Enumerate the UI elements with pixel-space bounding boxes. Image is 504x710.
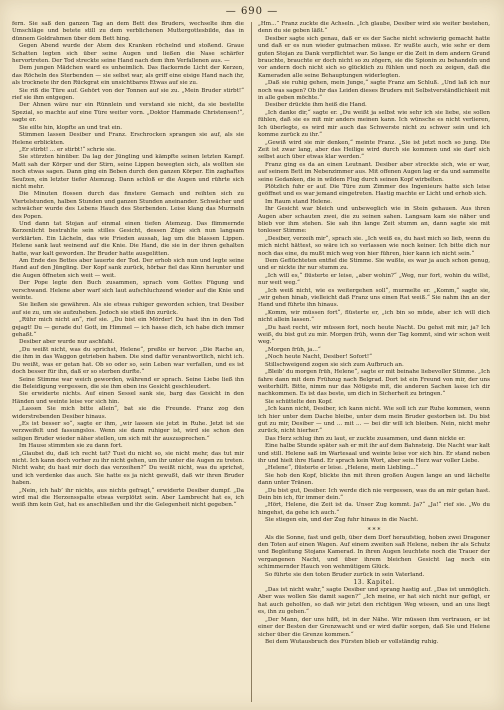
paragraph: „Der Mann, der uns hilft, ist in der Nähe. Wir müssen ihm vertrauen, er ist einer der Besten der Grenzwacht und er wird dafür sorgen, daß Sie und Helene sicher über die Grenze kommen.“ xyxy=(258,616,490,638)
paragraph: „Morgen früh, ja...“ xyxy=(265,346,321,353)
paragraph: Im Hause stimmten sie zu dann fort. xyxy=(19,443,123,450)
paragraph: Als die Sonne, fast und gelb, über dem Dorf heraufstieg, hoben zwei Dragoner den Toten auf einen Wagen. Auf einem zweiten saß Helene, neben ihr als Schutz und Begleitung Stojans Kamerad. In ihren Augen leuchtete noch die Trauer der vergangenen Nacht, und über ihrem bleichen Gesicht lag noch ein schimmernder Hauch von wehmütigem Glück. xyxy=(258,534,490,571)
paragraph: „Nein, ich hab’ ihr nichts, aus nichts gefragt,“ erwiderte Desiber dumpf. „Da wird mal die Herzensspalte etwas verplötzt sein. Aber Lambrecht hat es, ich weiß ihm kein Gut, hat es anschließen und ihr die Gelegenheit nicht gegeben.“ xyxy=(12,487,244,509)
paragraph: Dem Geflüchteten entfiel die Stimme. Sie wußte, es war ja auch schon genug, und er nickte ihr nur stumm zu. xyxy=(258,258,490,272)
paragraph: fern. Sie saß den ganzen Tag an dem Bett des Bruders, wechselte ihm die Umschläge und betete still zu dem verblichenen Muttergottesbilde, das in dünnem Goldrahmen über dem Bett hing. xyxy=(12,21,244,42)
paragraph: Eine halbe Stunde später sah er mit ihr auf dem Bahnsteig. Die Nacht war kalt und still. Helene saß im Wartesaal und weinte leise vor sich hin. Er stand neben ihr und hielt ihre Hand. Er sprach kein Wort, aber sein Herz war voller Liebe. xyxy=(258,443,490,464)
left-column xyxy=(12,21,244,703)
paragraph: „Du weißt nicht, was du sprichst, Helene“, preßte er hervor. „Die Rache an, die ihm in das Waggon getrieben haben. Die sind dafür verantwortlich, nicht ich. Du weißt, was er getan hat. Ob so oder so, sein Leben war verfallen, und es ist doch besser für ihn, daß er so sterben durfte.“ xyxy=(12,346,244,376)
paragraph: „Er stirbt! ... er stirbt!“ schrie sie. xyxy=(19,146,116,153)
paragraph: Sie stürzten hinüber. Da lag der Jüngling und kämpfte seinen letzten Kampf. Matt sah der Körper und der Stirn, seine Lippen bewegten sich, als wollten sie noch etwas sagen. Dann ging ein Beben durch den ganzen Körper. Ein zaghaftes Seufzen, ein letzter tiefer Atemzug. Dann schloß er die Augen und rührte sich nicht mehr. xyxy=(12,154,244,190)
paragraph: „Komm, wir müssen fort“, flüsterte er, „ich bin so müde, aber ich will dich nicht allein lassen.“ xyxy=(258,309,490,324)
paragraph: „Du bist gut, Desiber. Ich werde dich nie vergessen, was du an mir getan hast. Dein bin ich, für immer dein.“ xyxy=(258,487,490,501)
paragraph: Die Minuten flossen durch das finstere Gemach und reihten sich zu Viertelstunden, halben Stunden und ganzen Stunden aneinander. Schwächer und schwächer wurde des Lebens Hauch des Sterbenden. Leise klang das Murmeln des Popen. xyxy=(12,191,244,220)
paragraph: Ihr Gesicht war bleich und unbeweglich wie in Stein gehauen. Aus ihren Augen aber schauten zwei, die zu seinen sahen. Langsam kam sie näher und blieb vor ihm stehen. Sie sah ihn lange Zeit stumm an, dann sagte sie mit tonloser Stimme: xyxy=(258,206,490,235)
paragraph: „Es ist besser so“, sagte er ihm, „wir lassen sie jetzt in Ruhe. Jetzt ist sie verzweifelt und fassungslos. Wenn sie dann ruhiger ist, wird sie schon den seligen Bruder wieder näher stellen, um sich mit ihr auszusprechen.“ xyxy=(12,420,244,442)
paragraph: Sie stiegen ein, und der Zug fuhr hinaus in die Nacht. xyxy=(265,517,419,524)
paragraph: Plötzlich fuhr er auf. Die Türe zum Zimmer des Ingenieurs hatte sich leise geöffnet und es war jemand eingetreten. Hastig machte er Licht und erhob sich. xyxy=(258,183,490,198)
page-number: — 690 — xyxy=(225,6,279,17)
paragraph: Und dann tat Stojan auf einmal einen tiefen Atemzug. Das flimmernde Kerzenlicht bestrahlte sein stilles Gesicht, dessen Züge sich nun langsam verklärten. Ein Lächeln, das wie Frieden aussah, lag um die blassen Lippen. Helene sank laut weinend auf die Knie. Die Hand, die sie in der ihren gehalten hatte, war kalt geworden. Ihr Bruder hatte ausgelitten. xyxy=(12,220,244,257)
paragraph: Sie erwiderte nichts. Auf einen Sessel sank sie, barg das Gesicht in den Händen und weinte leise vor sich hin. xyxy=(12,391,244,405)
paragraph: So führte sie den toten Bruder zurück in sein Vaterland. xyxy=(265,571,425,578)
paragraph: Sie schüttelte den Kopf. xyxy=(265,398,333,405)
paragraph: „Ich will es,“ flüsterte er leise, „aber wohin?“ „Weg, nur fort, wohin du willst, nur weit weg.“ xyxy=(258,272,490,287)
paragraph: Sie riß die Türe auf. Gehört von der Tonnen auf sie zu. „Mein Bruder stirbt!“ rief sie ihm entgegen. xyxy=(12,87,244,102)
paragraph: Sie hob den Kopf, blickte ihn mit ihren großen Augen lange an und lächelte dann unter Tränen. xyxy=(258,472,490,487)
paragraph: Seine Stimme war weich geworden, während er sprach. Seine Liebe ließ ihn die Beleidigung vergessen, die sie ihm eben ins Gesicht geschleudert. xyxy=(12,376,244,390)
paragraph: Gegen Abend wurde der Atem des Kranken röchelnd und stoßend. Graue Schatten legten sich über seine Augen und ließen die Nase schärfer hervortreten. Der Tod streckte seine Hand nach dem ihm Verfallenen aus. — xyxy=(12,43,244,65)
paragraph: „Lassen Sie mich bitte allein“, bat sie die Freunde. Franz zog den widerstrebenden Desiber hinaus. xyxy=(12,406,244,420)
paragraph: „Helene“, flüsterte er leise. „Helene, mein Liebling...“ xyxy=(265,465,419,472)
paragraph: Stimmen lassen Desiber und Franz. Erschrocken sprangen sie auf, als sie Helene erblickten. xyxy=(12,132,244,146)
paragraph: Das Herz schlug ihm zu laut, er zuckte zusammen, und dann nickte er. xyxy=(265,435,466,442)
paragraph: „Bleib’ du morgen früh, Helene“, sagte er mit beinahe liebevoller Stimme. „Ich fahre dann mit dem Frühzug nach Belgrad. Dort ist ein Freund von mir, der uns weiterhilft. Bitte, nimm nur das Nötigste mit, die anderen Sachen lasse ich dir nachkommen. Es ist das beste, um dich in Sicherheit zu bringen.“ xyxy=(258,369,490,398)
paragraph: Desiber drückte ihm heiß die Hand. xyxy=(265,102,367,109)
paragraph: Sie eilte hin, klopfte an und trat ein. xyxy=(19,124,123,131)
paragraph: Sie ließen sie gewähren. Als sie etwas ruhiger geworden schien, trat Desiber auf sie zu, um sie aufzuheben. Jedoch sie stieß ihn zurück. xyxy=(12,302,244,316)
paragraph: Der Pope legte den Buch zusammen, sprach vom Gottes Fügung und verschwand. Helene aber warf sich laut aufschluchzend wieder auf die Knie und weinte. xyxy=(12,280,244,302)
paragraph: * * * xyxy=(367,526,381,534)
paragraph: 13. Kapitel. xyxy=(353,579,395,587)
paragraph: „Hm...“ Franz zuckte die Achseln. „Ich glaube, Desiber wird sie weiter bestehen, denn du sie geben läßt.“ xyxy=(258,21,490,35)
paragraph: Im Raum stand Helene. xyxy=(265,198,333,205)
paragraph: Franz ging es da an einen Leutnant. Desiber aber streckte sich, wie er war, auf seinem Bett im Nebenzimmer aus. Mit offenen Augen lag er da und sammelte seine Gedanken, die in wildem Flug durch seinen Kopf wirbelten. xyxy=(258,161,490,183)
paragraph: Desiber aber wurde nur aschfahl. xyxy=(19,339,115,346)
paragraph: „Ich kann nicht, Desiber, ich kann nicht. Wie soll ich zur Ruhe kommen, wenn ich hier unter dem Dache bleibe, unter dem mein Bruder gestorben ist. Du bist gut zu mir, Desiber — und ... mit ... — bei dir will ich bleiben. Nein, nicht mehr zurück, nicht hierher.“ xyxy=(258,406,490,435)
paragraph: Desiber sagte sich genau, daß er es der Sache nicht schwierig gemacht hatte und daß er es nun wieder gutmachen müsse. Er wußte auch, wie sehr er dem guten Stojan zu Dank verpflichtet war. So lange er die Zeit in dem andern Grund brauchte, brauchte er doch nicht so zu zögern, sie die Spionin zu behandeln und vor andern doch nicht sich so glücklich zu fühlen und noch zu zeigen, daß die Kameraden alle seine Behauptungen widerlegten. xyxy=(258,35,490,79)
paragraph: „Glaubst du, daß ich recht tat? Tust du nicht so, sie nicht mehr, das tut mir nicht. Ich kann doch vorher zu ihr nicht gehen, um ihr unter die Augen zu treten. Nicht wahr, du hast mir doch das verzeihen?“ Du weißt nicht, was du sprichst, und ich verdenke das auch. Sie hatte es ja nicht gewußt, daß wir ihren Bruder haben. xyxy=(12,450,244,487)
paragraph: „Das ist nicht wahr,“ sagte Desiber und sprang hastig auf. „Das ist unmöglich. Aber was wollen Sie damit sagen?“ „Ich meine, er hat sich nicht nur gefügt, er hat auch geholfen, so daß wir jetzt den richtigen Weg wissen, und an uns liegt es, ihn zu gehen.“ xyxy=(258,587,490,616)
paragraph: „Hört, Helene, die Zeit ist da. Unser Zug kommt. Ja?“ „Ja!“ rief sie. „Wo du hingehst, da gehe ich auch.“ xyxy=(258,502,490,516)
paragraph: „Noch heute Nacht, Desiber! Sofort!“ xyxy=(265,354,373,361)
paragraph: „Daß sie ruhig gehen, mein Junge,“ sagte Franz am Schluß. „Und laß ich nur noch was sagen? Ob ihr das Leiden dieses Bruders mit Selbstverständlichkeit mit in alle geben möchte.“ xyxy=(258,80,490,102)
paragraph: Stillschweigend zogen sie sich zum Aufbruch an. xyxy=(265,361,404,368)
paragraph: „Gewiß wird sie mir denken,“ meinte Franz. „Sie ist jetzt noch so jung. Die Zeit ist zwar lang, aber das Heilige wird durch sie kommen und sie darf sich selbst auch über etwas klar werden.“ xyxy=(258,139,490,161)
paragraph: „Du hast recht, wir müssen fort, noch heute Nacht. Du gehst mit mir, ja? Ich weiß, du bist gut zu mir. Morgen früh, wenn der Tag kommt, sind wir schon weit weg.“ xyxy=(258,324,490,346)
right-column xyxy=(258,21,490,703)
paragraph: „Desiber, verzeih mir“, sprach sie. „Ich weiß es, du hast mich so lieb, wenn du mich nicht hättest, so wäre ich so verlassen wie noch keiner. Ich bitte dich nur noch das eine, du mußt mich weg von hier führen, hier kann ich nicht sein.“ xyxy=(258,235,490,257)
paragraph: Bei dem Wutausbruch des Fürsten blieb er vollständig ruhig. xyxy=(265,638,439,645)
paragraph: Der Ahnen wäre nur ein Rünnlein und verstand sie nicht, da sie bestellte Spezial, so machte auf eine Türe weiter vorn. „Doktor Hammade Christensen!“, sagte er. xyxy=(12,102,244,124)
paragraph: „Ich danke dir,“ sagte er. „Du weißt ja selbst wie sehr ich sie liebe, sie sollen fühlen, daß sie es mit mir anders meinen kann. Ich wünsche es nicht verlieren, Ich überlegte, es wird mir auch das Schwerste nicht zu schwer sein und ich komme zurück zu ihr.“ xyxy=(258,109,490,139)
column-divider xyxy=(251,22,252,702)
paragraph: „Rühr mich nicht an“, rief sie. „Du bist ein Mörder! Du hast ihn in den Tod gejagt! Du — gerade du! Gott, im Himmel — ich hasse dich, ich habe dich immer gehaßt.“ xyxy=(12,317,244,339)
paragraph: Dem jungen Mädchen ward es unheimlich. Das flackernde Licht der Kerzen, das Röcheln des Sterbenden — sie selbst war, als griff eine eisige Hand nach ihr, als trocknete ihr den Rückgrat ein unsichtbares Etwas auf sie zu. xyxy=(12,65,244,87)
paragraph: „Ich weiß nicht, wie es weitergehen soll“, murmelte er. „Komm,“ sagte sie, „wir gehen hinab, vielleicht daß Franz uns einen Rat weiß.“ Sie nahm ihn an der Hand und führte ihn hinaus. xyxy=(258,287,490,309)
paragraph: Am Ende des Bettes aber lauerte der Tod. Der erhob sich nun und legte seine Hand auf den Jüngling. Der Kopf sank zurück, hörbar fiel das Kinn herunter und die Augen öffneten sich weit — weit. xyxy=(12,258,244,279)
